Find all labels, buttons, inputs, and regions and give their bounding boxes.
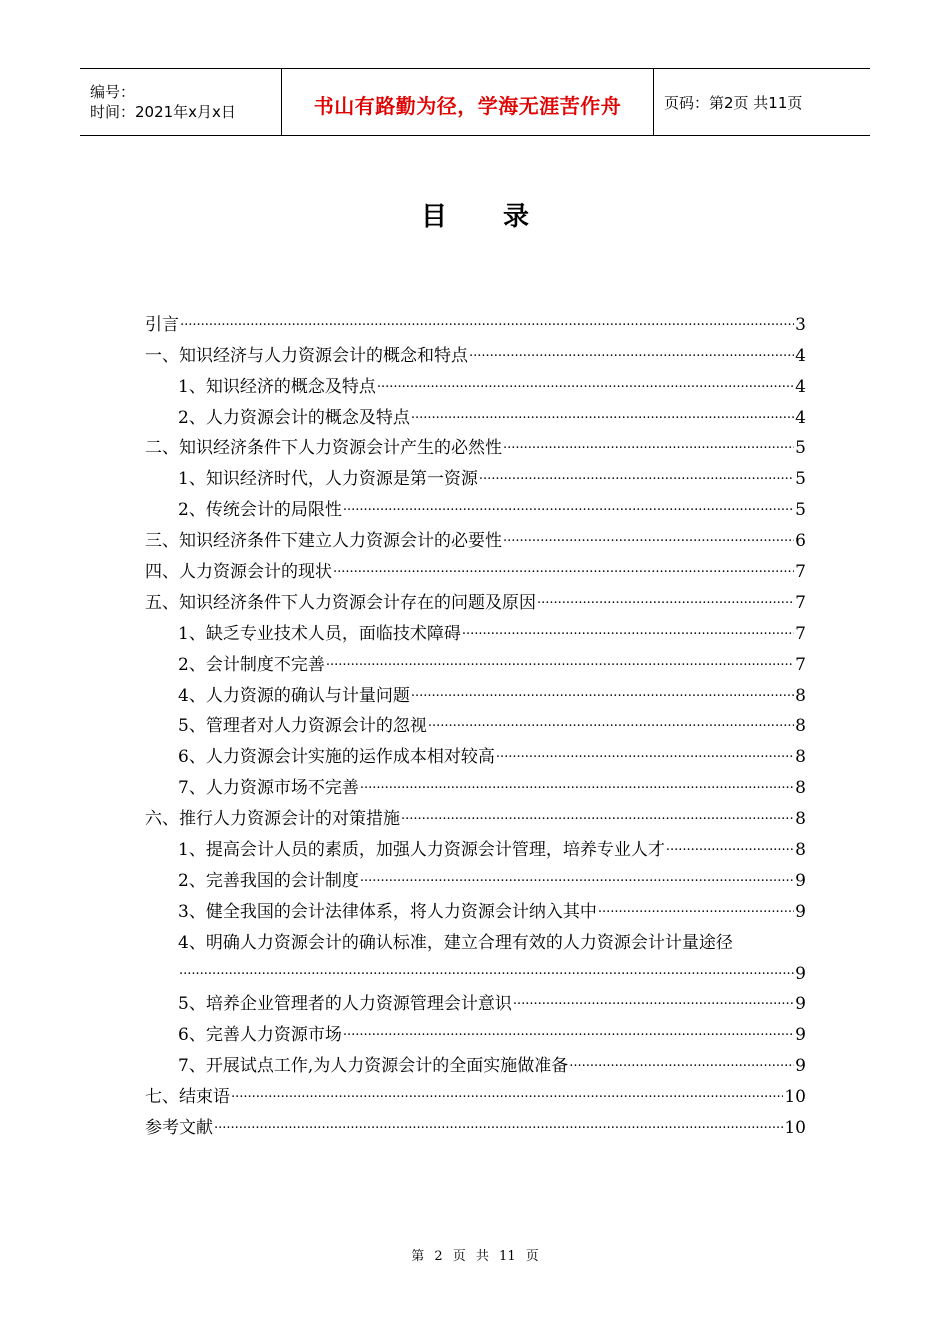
toc-entry[interactable] <box>145 336 806 367</box>
document-number-label: 编号： <box>90 83 136 101</box>
toc-entry-text: 1、缺乏专业技术人员，面临技术障碍 <box>178 623 461 644</box>
toc-entry[interactable] <box>145 985 806 1016</box>
toc-entry[interactable] <box>145 490 806 521</box>
toc-leader-dots <box>513 988 794 1012</box>
header-page-info: 页码：第2页 共11页 <box>664 93 803 112</box>
toc-leader-dots <box>360 865 794 889</box>
toc-entry-text: 2、传统会计的局限性 <box>178 500 342 521</box>
toc-leader-dots <box>179 958 794 982</box>
toc-entry[interactable] <box>145 799 806 830</box>
toc-page-number: 4 <box>795 376 806 397</box>
toc-leader-dots <box>326 649 794 673</box>
header-motto-cell <box>282 69 654 135</box>
toc-leader-dots <box>180 309 794 333</box>
toc-entry-text: 四、人力资源会计的现状 <box>145 562 332 583</box>
toc-page-number: 5 <box>795 500 806 521</box>
toc-entry[interactable] <box>145 552 806 583</box>
toc-entry-text: 1、知识经济时代，人力资源是第一资源 <box>178 469 478 490</box>
toc-leader-dots <box>411 680 794 704</box>
toc-page-number: 10 <box>784 1087 806 1108</box>
toc-leader-dots <box>503 525 794 549</box>
toc-entry[interactable] <box>145 768 806 799</box>
toc-page-number: 3 <box>795 314 806 335</box>
toc-entry-text: 三、知识经济条件下建立人力资源会计的必要性 <box>145 531 502 552</box>
toc-entry[interactable] <box>145 1046 806 1077</box>
toc-page-number: 7 <box>795 562 806 583</box>
toc-entry-text: 一、知识经济与人力资源会计的概念和特点 <box>145 345 468 366</box>
toc-entry-text: 2、完善我国的会计制度 <box>178 870 359 891</box>
toc-entry-text: 4、明确人力资源会计的确认标准，建立合理有效的人力资源会计计量途径 <box>178 932 733 953</box>
header-meta <box>80 69 282 135</box>
toc-page-number: 4 <box>795 407 806 428</box>
toc-page-number: 9 <box>795 994 806 1015</box>
toc-leader-dots <box>231 1081 783 1105</box>
toc-entry[interactable] <box>145 398 806 429</box>
toc-page-number: 8 <box>795 685 806 706</box>
toc-entry-text: 五、知识经济条件下人力资源会计存在的问题及原因 <box>145 592 536 613</box>
toc-leader-dots <box>569 1050 794 1074</box>
toc-entry-continuation[interactable] <box>145 954 806 985</box>
toc-leader-dots <box>333 556 794 580</box>
toc-page-number: 8 <box>795 809 806 830</box>
toc-leader-dots <box>343 1019 794 1043</box>
document-time-label: 时间：2021年x月x日 <box>90 103 236 121</box>
toc-page-number: 6 <box>795 531 806 552</box>
toc-entry-text: 2、人力资源会计的概念及特点 <box>178 407 410 428</box>
toc-entry-text: 2、会计制度不完善 <box>178 654 325 675</box>
toc-page-number: 5 <box>795 438 806 459</box>
toc-entry[interactable] <box>145 429 806 460</box>
toc-entry[interactable] <box>145 892 806 923</box>
page-title: 目录 <box>420 202 585 232</box>
toc-leader-dots <box>428 710 794 734</box>
toc-entry-text: 六、推行人力资源会计的对策措施 <box>145 809 400 830</box>
toc-entry[interactable] <box>145 830 806 861</box>
toc-page-number: 7 <box>795 592 806 613</box>
toc-entry[interactable] <box>145 459 806 490</box>
toc-entry-text: 6、人力资源会计实施的运作成本相对较高 <box>178 747 495 768</box>
toc-leader-dots <box>401 803 794 827</box>
toc-page-number: 8 <box>795 778 806 799</box>
toc-entry[interactable] <box>145 923 806 954</box>
toc-entry-text: 7、人力资源市场不完善 <box>178 778 359 799</box>
toc-leader-dots <box>537 587 794 611</box>
toc-leader-dots <box>469 340 794 364</box>
toc-page-number: 9 <box>795 1056 806 1077</box>
header-page-info-cell <box>654 69 870 135</box>
toc-leader-dots <box>343 494 794 518</box>
toc-entry[interactable] <box>145 1015 806 1046</box>
toc-page-number: 8 <box>795 716 806 737</box>
toc-entry[interactable] <box>145 645 806 676</box>
toc-entry-text: 5、培养企业管理者的人力资源管理会计意识 <box>178 994 512 1015</box>
page-header <box>80 68 870 136</box>
toc-leader-dots <box>496 741 794 765</box>
toc-page-number: 9 <box>795 870 806 891</box>
toc-page-number: 7 <box>795 654 806 675</box>
toc-page-number: 8 <box>795 747 806 768</box>
toc-entry-text: 参考文献 <box>145 1118 213 1139</box>
toc-entry[interactable] <box>145 614 806 645</box>
toc-entry[interactable] <box>145 707 806 738</box>
toc-entry[interactable] <box>145 676 806 707</box>
toc-page-number: 9 <box>795 901 806 922</box>
toc-entry-text: 1、知识经济的概念及特点 <box>178 376 376 397</box>
toc-page-number: 8 <box>795 840 806 861</box>
toc-page-number: 9 <box>795 1025 806 1046</box>
toc-entry[interactable] <box>145 1108 806 1139</box>
table-of-contents <box>145 305 806 1139</box>
toc-entry-text: 7、开展试点工作,为人力资源会计的全面实施做准备 <box>178 1056 569 1077</box>
toc-entry[interactable] <box>145 737 806 768</box>
toc-page-number: 10 <box>784 1118 806 1139</box>
toc-entry[interactable] <box>145 305 806 336</box>
page-footer: 第 2 页 共 11 页 <box>411 1249 539 1264</box>
toc-entry-text: 引言 <box>145 314 179 335</box>
toc-leader-dots <box>479 463 794 487</box>
toc-entry[interactable] <box>145 861 806 892</box>
toc-page-number: 7 <box>795 623 806 644</box>
header-motto: 书山有路勤为径，学海无涯苦作舟 <box>313 93 622 118</box>
toc-entry-text: 1、提高会计人员的素质，加强人力资源会计管理，培养专业人才 <box>178 840 665 861</box>
toc-entry-text: 6、完善人力资源市场 <box>178 1025 342 1046</box>
toc-entry-text: 5、管理者对人力资源会计的忽视 <box>178 716 427 737</box>
toc-leader-dots <box>360 772 794 796</box>
toc-leader-dots <box>666 834 794 858</box>
toc-entry[interactable] <box>145 521 806 552</box>
toc-leader-dots <box>462 618 794 642</box>
toc-page-number: 5 <box>795 469 806 490</box>
toc-leader-dots <box>214 1112 783 1136</box>
toc-entry[interactable] <box>145 367 806 398</box>
toc-entry[interactable] <box>145 583 806 614</box>
toc-leader-dots <box>411 402 794 426</box>
toc-leader-dots <box>377 371 794 395</box>
toc-entry[interactable] <box>145 1077 806 1108</box>
toc-leader-dots <box>598 896 794 920</box>
toc-entry-text: 二、知识经济条件下人力资源会计产生的必然性 <box>145 438 502 459</box>
toc-page-number: 4 <box>795 345 806 366</box>
toc-entry-text: 3、健全我国的会计法律体系，将人力资源会计纳入其中 <box>178 901 597 922</box>
toc-leader-dots <box>503 432 794 456</box>
toc-page-number: 9 <box>795 963 806 984</box>
toc-entry-text: 七、结束语 <box>145 1087 230 1108</box>
toc-entry-text: 4、人力资源的确认与计量问题 <box>178 685 410 706</box>
